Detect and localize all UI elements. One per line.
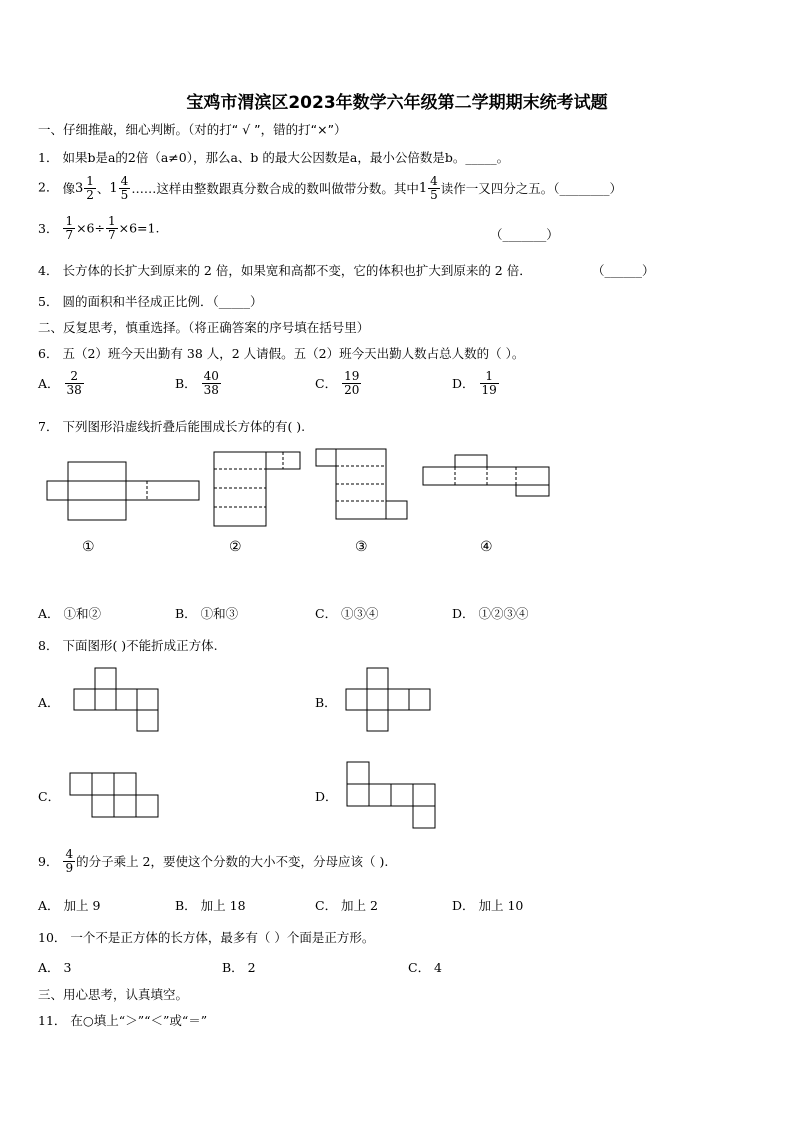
question-1 bbox=[38, 148, 509, 166]
question-11 bbox=[38, 1011, 207, 1029]
question-text: 如果b是a的2倍（a≠0），那么a、b 的最大公因数是a，最小公倍数是b。_____。 bbox=[62, 150, 510, 165]
question-text: 在○填上“＞”“＜”或“＝” bbox=[70, 1013, 208, 1028]
question-3: 3． $\frac{1}{7}$ ×6÷ $\frac{1}{7}$ ×6=1. bbox=[38, 214, 160, 242]
option-c: C． 加上 2 bbox=[315, 898, 378, 913]
question-text: 长方体的长扩大到原来的 2 倍，如果宽和高都不变，它的体积也扩大到原来的 2 倍． bbox=[62, 263, 532, 278]
option-b: B． $\frac{40}{38}$ bbox=[175, 369, 219, 397]
answer-blank: （______） bbox=[592, 263, 655, 278]
cube-net-c bbox=[70, 773, 158, 817]
option-d-label: D． bbox=[315, 789, 338, 804]
question-number: 2． bbox=[38, 179, 59, 195]
question-5 bbox=[38, 292, 262, 310]
question-text: 五（2）班今天出勤有 38 人，2 人请假。五（2）班今天出勤人数占总人数的（ ）。 bbox=[62, 346, 525, 361]
question-text-mid: ……这样由整数跟真分数合成的数叫做带分数。其中 bbox=[131, 181, 419, 197]
question-4 bbox=[38, 261, 532, 279]
question-text: 下面图形( )不能折成正方体. bbox=[62, 638, 218, 653]
option-a-label: A． bbox=[38, 695, 60, 710]
question-8 bbox=[38, 636, 218, 654]
option-a: A． $\frac{2}{38}$ bbox=[38, 369, 82, 397]
section-heading-fill: 三、用心思考，认真填空。 bbox=[38, 987, 189, 1002]
figure-label: ② bbox=[229, 539, 242, 555]
option-b: B． ①和③ bbox=[175, 606, 239, 621]
cube-net-a bbox=[74, 668, 158, 731]
question-number: 4． bbox=[38, 263, 59, 278]
section-heading-judge: 一、仔细推敲，细心判断。（对的打“ √ ”，错的打“×”） bbox=[38, 122, 347, 137]
fraction: $\frac{4}{9}$ bbox=[65, 847, 74, 875]
fraction: $\frac{1}{7}$ bbox=[65, 214, 74, 242]
question-7 bbox=[38, 417, 305, 435]
cube-net-b bbox=[346, 668, 430, 731]
mixed-number: 1 $\frac{4}{5}$ bbox=[109, 174, 129, 202]
section-heading-choice: 二、反复思考，慎重选择。（将正确答案的序号填在括号里） bbox=[38, 320, 370, 335]
net-figure-4 bbox=[423, 455, 549, 496]
option-d: D． $\frac{1}{19}$ bbox=[452, 369, 497, 397]
question-number: 10． bbox=[38, 930, 67, 945]
question-number: 7． bbox=[38, 419, 59, 434]
option-b: B． 2 bbox=[222, 960, 256, 975]
net-figure-3 bbox=[316, 449, 407, 519]
question-text: 下列图形沿虚线折叠后能围成长方体的有( ). bbox=[62, 419, 306, 434]
question-text: 圆的面积和半径成正比例．（_____） bbox=[62, 294, 263, 309]
option-c-label: C． bbox=[38, 789, 61, 804]
question-text-post: 读作一又四分之五。（________） bbox=[440, 181, 623, 197]
question-number: 5． bbox=[38, 294, 59, 309]
option-b-label: B． bbox=[315, 695, 337, 710]
question-text-pre: 像 bbox=[62, 181, 75, 197]
question-number: 6． bbox=[38, 346, 59, 361]
option-b: B． 加上 18 bbox=[175, 898, 246, 913]
question-6 bbox=[38, 344, 524, 362]
question-10 bbox=[38, 928, 374, 946]
page-title: 宝鸡市渭滨区2023年数学六年级第二学期期末统考试题 bbox=[186, 93, 608, 113]
option-a: A． ①和② bbox=[38, 606, 102, 621]
cube-net-d bbox=[347, 762, 435, 828]
mixed-number: 3 $\frac{1}{2}$ bbox=[74, 174, 94, 202]
mixed-number: 1 $\frac{4}{5}$ bbox=[418, 174, 438, 202]
net-figure-2 bbox=[214, 452, 300, 526]
option-a: A． 3 bbox=[38, 960, 72, 975]
option-c: C． ①③④ bbox=[315, 606, 379, 621]
net-figure-1 bbox=[47, 462, 199, 520]
question-text: 的分子乘上 2，要使这个分数的大小不变，分母应该（ ). bbox=[76, 854, 389, 870]
question-number: 8． bbox=[38, 638, 59, 653]
answer-blank: （_______） bbox=[490, 227, 559, 242]
question-2: 2． 像3 $\frac{1}{2}$ 、1 $\frac{4}{5}$ ……这样由整数跟真分数合成的数叫做带分数。其中1 $\frac{4}{5}$ 读作一又四分之五。（________） bbox=[38, 174, 623, 202]
figure-label: ③ bbox=[355, 539, 368, 555]
question-9 bbox=[38, 848, 388, 874]
option-d: D． ①②③④ bbox=[452, 606, 529, 621]
question-number: 11． bbox=[38, 1013, 67, 1028]
fraction: $\frac{1}{7}$ bbox=[107, 214, 116, 242]
question-number: 1． bbox=[38, 150, 59, 165]
figure-label: ④ bbox=[480, 539, 493, 555]
option-a: A． 加上 9 bbox=[38, 898, 101, 913]
option-c: C． 4 bbox=[408, 960, 442, 975]
question-number: 3． bbox=[38, 221, 59, 237]
option-c: C． $\frac{19}{20}$ bbox=[315, 369, 360, 397]
figure-label: ① bbox=[82, 539, 95, 555]
question-number: 9． bbox=[38, 854, 59, 870]
question-text: 一个不是正方体的长方体，最多有（ ）个面是正方形。 bbox=[70, 930, 375, 945]
option-d: D． 加上 10 bbox=[452, 898, 524, 913]
